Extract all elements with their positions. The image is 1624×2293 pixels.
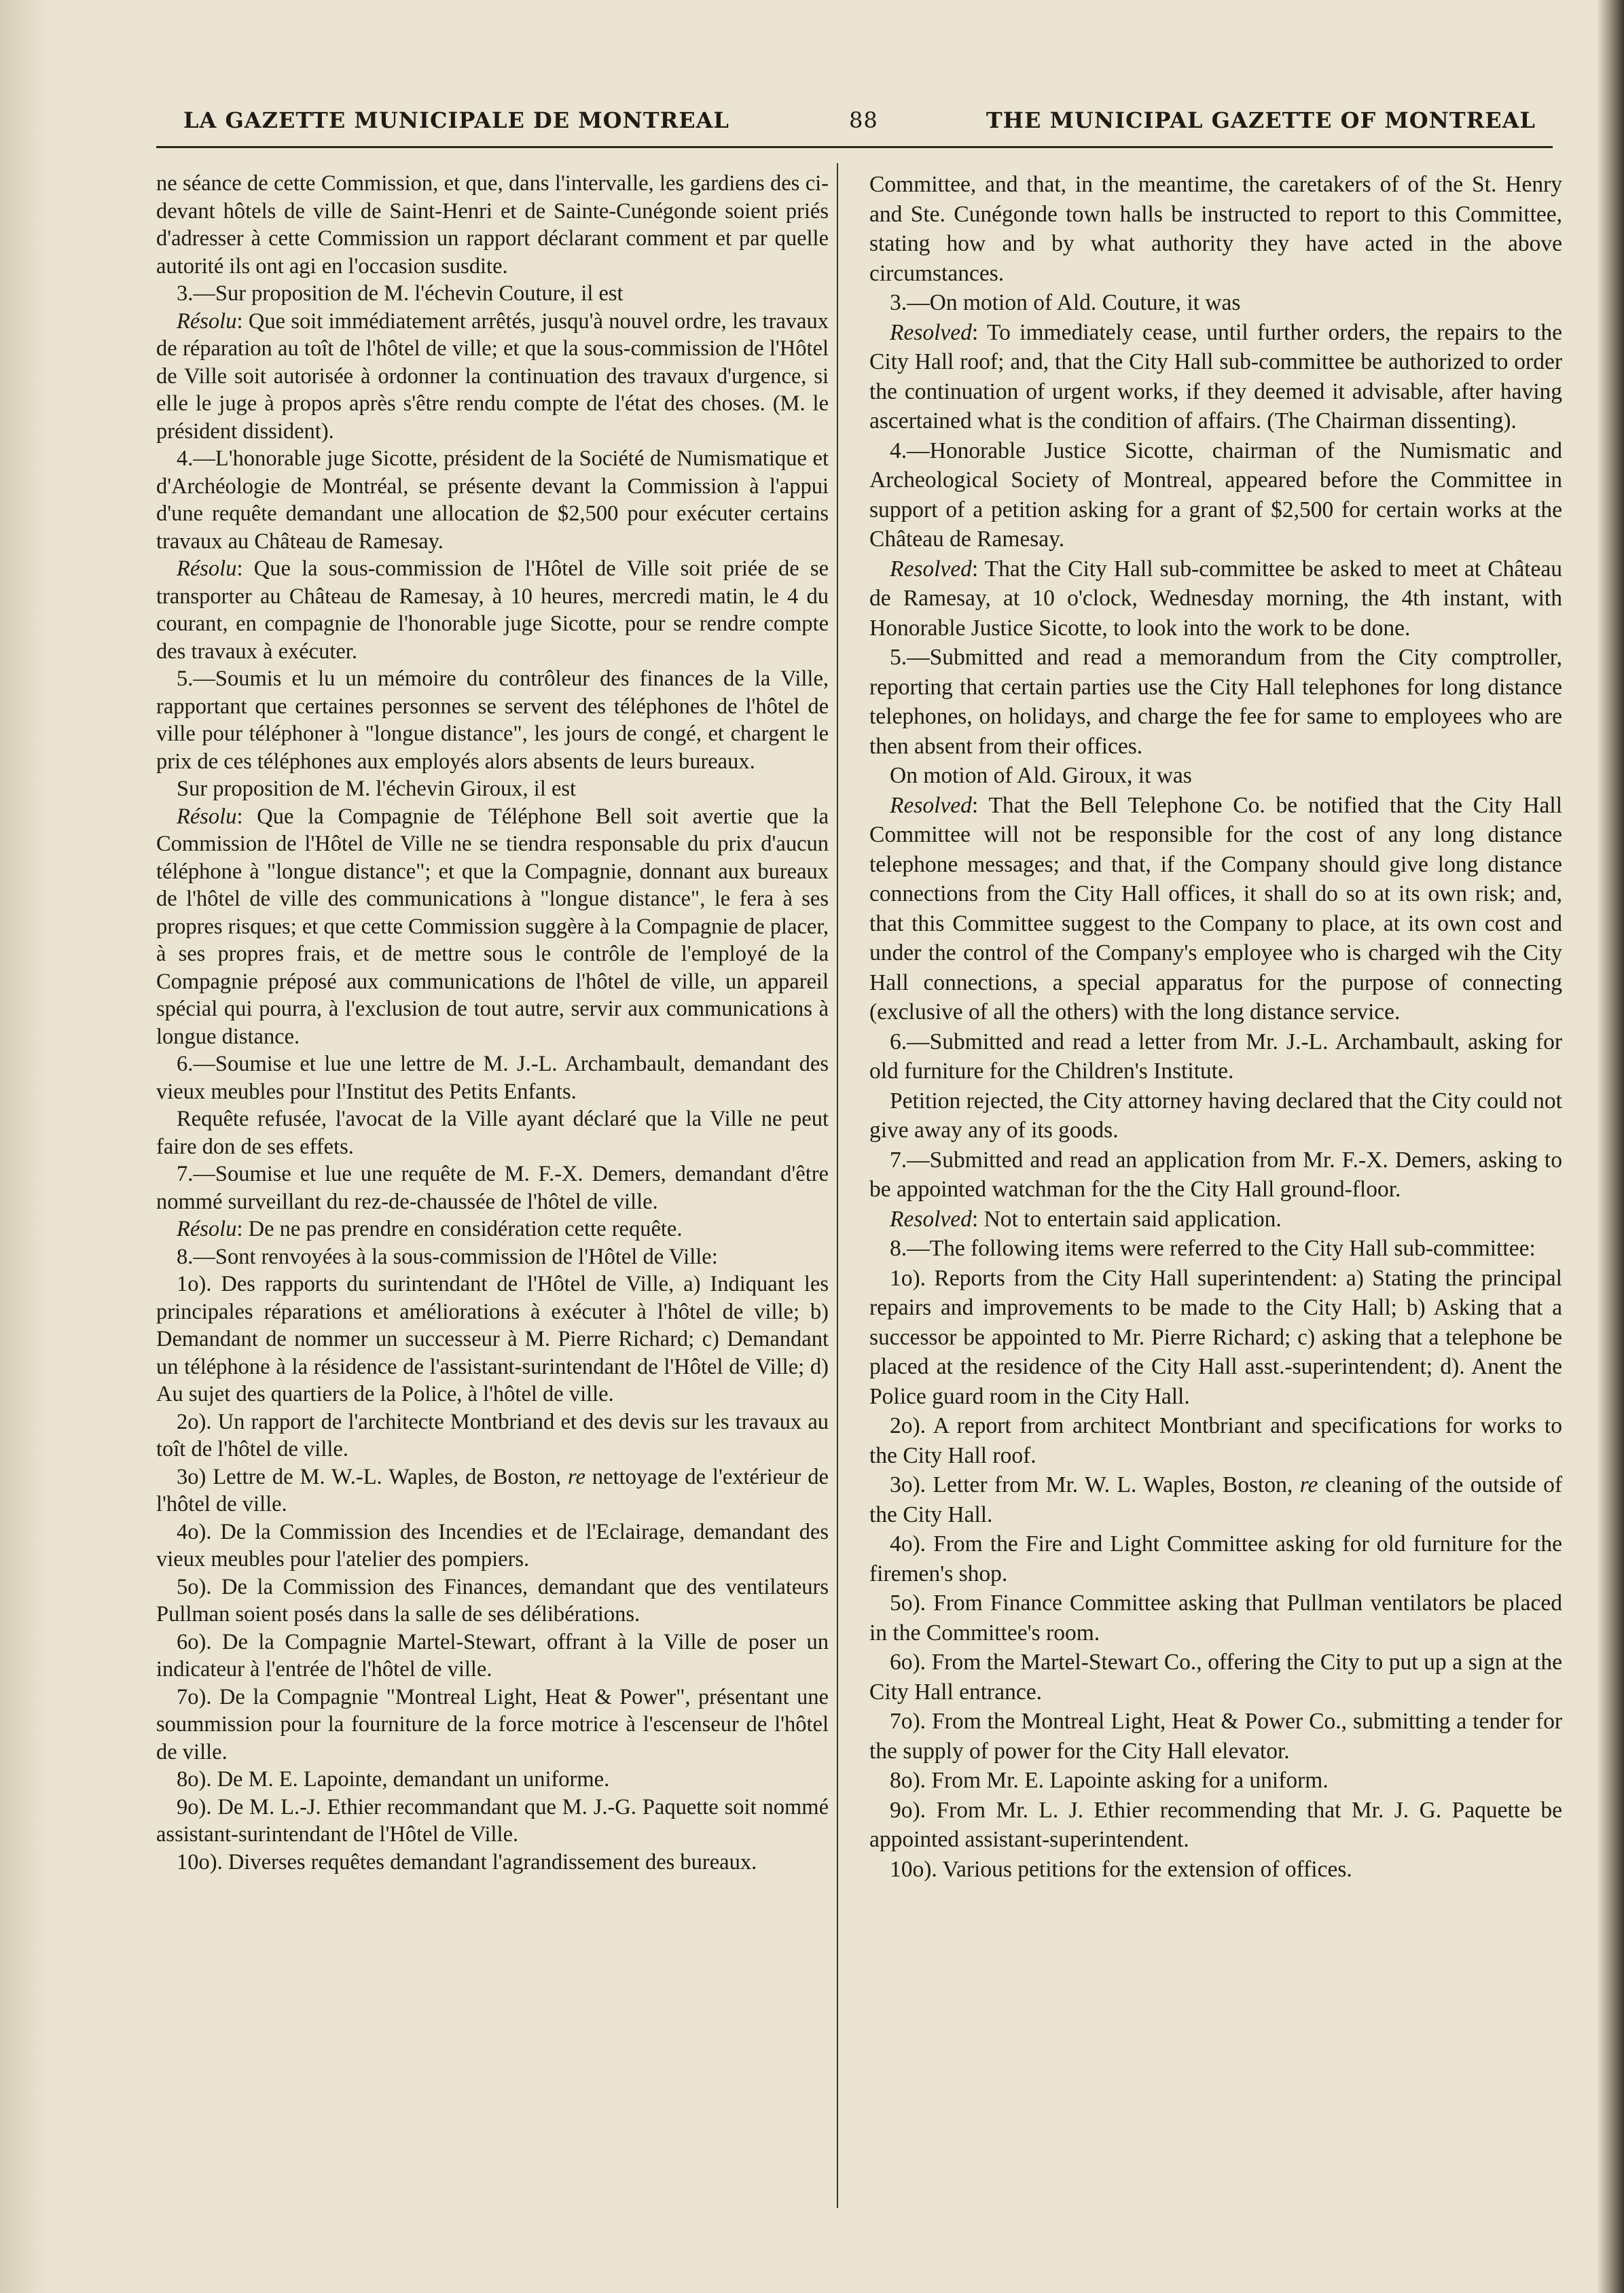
paragraph-text: 8o). From Mr. E. Lapointe asking for a uniform. bbox=[890, 1768, 1329, 1793]
english-paragraph bbox=[869, 1707, 1562, 1766]
english-paragraph bbox=[869, 1264, 1562, 1412]
paragraph-text: 4o). De la Commission des Incendies et de l'Eclairage, demandant des vieux meubles pour l'atelier des pompiers. bbox=[156, 1519, 829, 1571]
french-paragraph bbox=[156, 1684, 829, 1766]
english-paragraph bbox=[869, 554, 1562, 643]
french-column bbox=[156, 170, 829, 1876]
paragraph-text: 8o). De M. E. Lapointe, demandant un uniforme. bbox=[177, 1767, 610, 1792]
paragraph-text: : That the City Hall sub-committee be asked to meet at Château de Ramesay, at 10 o'clock, Wednesday morning, the 4th instant, with Honorable Justice Sicotte, to look into the work to be done. bbox=[869, 556, 1562, 641]
french-paragraph bbox=[156, 170, 829, 280]
french-paragraph bbox=[156, 1270, 829, 1408]
italic-lead: Résolu bbox=[177, 308, 237, 334]
french-paragraph bbox=[156, 1243, 829, 1271]
italic-lead: Resolved bbox=[890, 556, 972, 582]
paragraph-text: 6o). From the Martel-Stewart Co., offering the City to put up a sign at the City Hall entrance. bbox=[869, 1650, 1562, 1705]
paragraph-prefix: 3o) Lettre de M. W.-L. Waples, de Boston, bbox=[177, 1464, 569, 1489]
page-number: 88 bbox=[849, 107, 878, 133]
paragraph-text: cleaning of the outside of the City Hall. bbox=[869, 1472, 1562, 1527]
paragraph-text: : Que la Compagnie de Téléphone Bell soit avertie que la Commission de l'Hôtel de Ville ne se tiendra responsable du prix d'aucun téléphone à "longue distance"; et que la Compagnie, donnant aux bureaux de l'hôtel de ville des communications à "longue distance", le fera à ses propres risques; et que cette Commission suggère à la Compagnie de placer, à ses propres frais, et de mettre sous le contrôle de l'employé de la Compagnie préposé aux communications de l'hôtel de ville, un appareil spécial qui pourra, à l'exclusion de tout autre, servir aux communications à longue distance. bbox=[156, 804, 829, 1049]
english-paragraph bbox=[869, 1529, 1562, 1588]
english-paragraph bbox=[869, 1027, 1562, 1086]
english-paragraph bbox=[869, 1470, 1562, 1529]
paragraph-text: 3.—On motion of Ald. Couture, it was bbox=[890, 290, 1241, 315]
italic-lead: Résolu bbox=[177, 1217, 237, 1241]
english-paragraph bbox=[869, 643, 1562, 761]
paragraph-text: 5o). From Finance Committee asking that Pullman ventilators be placed in the Committee's room. bbox=[869, 1590, 1562, 1646]
paragraph-text: 7o). De la Compagnie "Montreal Light, Heat & Power", présentant une soummission pour la fourniture de la force motrice à l'escenseur de l'hôtel de ville. bbox=[156, 1684, 829, 1764]
english-paragraph bbox=[869, 1648, 1562, 1707]
english-paragraph bbox=[869, 318, 1562, 436]
paragraph-text: 5.—Submitted and read a memorandum from the City comptroller, reporting that certain parties use the City Hall telephones for long distance telephones, on holidays, and charge the fee for same to employees who are then absent from their offices. bbox=[869, 645, 1562, 759]
french-paragraph bbox=[156, 280, 829, 308]
french-paragraph bbox=[156, 1574, 829, 1629]
paragraph-text: 5o). De la Commission des Finances, demandant que des ventilateurs Pullman soient posés dans la salle de ses délibérations. bbox=[156, 1574, 829, 1627]
french-paragraph bbox=[156, 445, 829, 555]
french-paragraph bbox=[156, 1849, 829, 1877]
paragraph-text: 2o). A report from architect Montbriant and specifications for works to the City Hall roof. bbox=[869, 1413, 1562, 1468]
english-paragraph bbox=[869, 1766, 1562, 1796]
french-paragraph bbox=[156, 1794, 829, 1849]
paragraph-text: 10o). Various petitions for the extension of offices. bbox=[890, 1856, 1352, 1882]
page-edge-shadow-right bbox=[1597, 0, 1624, 2293]
paragraph-text: nettoyage de l'extérieur de l'hôtel de ville. bbox=[156, 1464, 829, 1516]
column-divider bbox=[837, 163, 838, 2208]
french-paragraph bbox=[156, 555, 829, 665]
english-paragraph bbox=[869, 1855, 1562, 1885]
paragraph-text: : To immediately cease, until further orders, the repairs to the City Hall roof; and, that the City Hall sub-committee be authorized to order the continuation of urgent works, if they deemed it advisable, after having ascertained what is the condition of affairs. (The Chairman dissenting). bbox=[869, 319, 1562, 433]
paragraph-text: 9o). De M. L.-J. Ethier recommandant que M. J.-G. Paquette soit nommé assistant-surintendant de l'Hôtel de Ville. bbox=[156, 1794, 829, 1847]
english-column bbox=[869, 170, 1562, 1884]
paragraph-text: : Not to entertain said application. bbox=[971, 1206, 1282, 1232]
italic-lead: Resolved bbox=[890, 1206, 972, 1232]
english-paragraph bbox=[869, 1145, 1562, 1205]
paragraph-text: 6o). De la Compagnie Martel-Stewart, offrant à la Ville de poser un indicateur à l'entrée de l'hôtel de ville. bbox=[156, 1629, 829, 1682]
english-paragraph bbox=[869, 791, 1562, 1027]
english-paragraph bbox=[869, 288, 1562, 318]
italic-lead: Resolved bbox=[890, 319, 972, 345]
paragraph-text: 8.—The following items were referred to the City Hall sub-committee: bbox=[890, 1236, 1536, 1261]
english-paragraph bbox=[869, 761, 1562, 791]
paragraph-text: 6.—Submitted and read a letter from Mr. J.-L. Archambault, asking for old furniture for the Children's Institute. bbox=[869, 1029, 1562, 1084]
french-paragraph bbox=[156, 1050, 829, 1105]
paragraph-text: : Que soit immédiatement arrêtés, jusqu'à nouvel ordre, les travaux de réparation au toît de l'hôtel de ville; et que la sous-commission de l'Hôtel de Ville soit autorisée à ordonner la continuation des travaux d'urgence, si elle le juge à propos après s'être rendu compte de l'état des choses. (M. le président dissident). bbox=[156, 308, 829, 444]
french-paragraph bbox=[156, 1160, 829, 1215]
english-paragraph bbox=[869, 170, 1562, 288]
paragraph-text: 1o). Des rapports du surintendant de l'Hôtel de Ville, a) Indiquant les principales réparations et améliorations à exécuter à l'hôtel de ville; b) Demandant de nommer un successeur à M. Pierre Richard; c) Demandant un téléphone à la résidence de l'assistant-surintendant de l'Hôtel de Ville; d) Au sujet des quartiers de la Police, à l'hôtel de ville. bbox=[156, 1272, 829, 1406]
header-rule bbox=[156, 146, 1553, 148]
french-paragraph bbox=[156, 1463, 829, 1518]
paragraph-text: Sur proposition de M. l'échevin Giroux, il est bbox=[177, 777, 577, 801]
paragraph-text: 10o). Diverses requêtes demandant l'agrandissement des bureaux. bbox=[177, 1849, 757, 1874]
french-paragraph bbox=[156, 1766, 829, 1794]
italic-lead: Résolu bbox=[177, 556, 237, 581]
french-paragraph bbox=[156, 665, 829, 775]
paragraph-text: 7.—Soumise et lue une requête de M. F.-X. Demers, demandant d'être nommé surveillant du rez-de-chaussée de l'hôtel de ville. bbox=[156, 1162, 829, 1214]
paragraph-text: 7.—Submitted and read an application from Mr. F.-X. Demers, asking to be appointed watchman for the the City Hall ground-floor. bbox=[869, 1147, 1562, 1202]
page-edge-shadow-left bbox=[0, 0, 48, 2293]
french-paragraph bbox=[156, 1408, 829, 1463]
french-paragraph bbox=[156, 1215, 829, 1243]
paragraph-text: : That the Bell Telephone Co. be notified that the City Hall Committee will not be responsible for the cost of any long distance telephone messages; and that, if the Company should give long distance connections from the City Hall offices, it shall do so at its own risk; and, that this Committee suggest to the Company to place, at its own cost and under the control of the Company's employee who is charged wih the City Hall connections, a special apparatus for the purpose of connecting (exclusive of all the others) with the long distance service. bbox=[869, 792, 1562, 1025]
paragraph-text: 4.—Honorable Justice Sicotte, chairman of the Numismatic and Archeological Society of Montreal, appeared before the Committee in support of a petition asking for a grant of $2,500 for certain works at the Château de Ramesay. bbox=[869, 438, 1562, 552]
english-paragraph bbox=[869, 1234, 1562, 1264]
paragraph-text: 5.—Soumis et lu un mémoire du contrôleur des finances de la Ville, rapportant que certaines personnes se servent des téléphones de l'hôtel de ville pour téléphoner à "longue distance", les jours de congé, et chargent le prix de ces téléphones aux employés alors absents de leurs bureaux. bbox=[156, 666, 829, 774]
paragraph-text: 7o). From the Montreal Light, Heat & Power Co., submitting a tender for the supply of power for the City Hall elevator. bbox=[869, 1709, 1562, 1764]
paragraph-text: Requête refusée, l'avocat de la Ville ayant déclaré que la Ville ne peut faire don de ses effets. bbox=[156, 1107, 829, 1159]
paragraph-text: : De ne pas prendre en considération cette requête. bbox=[236, 1217, 683, 1241]
paragraph-text: 8.—Sont renvoyées à la sous-commission de l'Hôtel de Ville: bbox=[177, 1244, 718, 1269]
paragraph-text: 9o). From Mr. L. J. Ethier recommending that Mr. J. G. Paquette be appointed assistant-superintendent. bbox=[869, 1797, 1562, 1852]
paragraph-text: 2o). Un rapport de l'architecte Montbriand et des devis sur les travaux au toît de l'hôtel de ville. bbox=[156, 1409, 829, 1461]
italic-lead: Résolu bbox=[177, 804, 237, 829]
paragraph-text: 6.—Soumise et lue une lettre de M. J.-L. Archambault, demandant des vieux meubles pour l'Institut des Petits Enfants. bbox=[156, 1052, 829, 1104]
paragraph-text: 4.—L'honorable juge Sicotte, président de la Société de Numismatique et d'Archéologie de Montréal, se présente devant la Commission à l'appui d'une requête demandant une allocation de $2,500 pour exécuter certains travaux au Château de Ramesay. bbox=[156, 446, 829, 554]
page-header bbox=[136, 102, 1549, 143]
french-paragraph bbox=[156, 1629, 829, 1684]
paragraph-text: 1o). Reports from the City Hall superintendent: a) Stating the principal repairs and improvements to be made to the City Hall; b) Asking that a successor be appointed to Mr. Pierre Richard; c) asking that a telephone be placed at the residence of the City Hall asst.-superintendent; d). Anent the Police guard room in the City Hall. bbox=[869, 1265, 1562, 1409]
paragraph-text: ne séance de cette Commission, et que, dans l'intervalle, les gardiens des ci-devant hôtels de ville de Saint-Henri et de Sainte-Cunégonde soient priés d'adresser à cette Commission un rapport déclarant comment et par quelle autorité ils ont agi en l'occasion susdite. bbox=[156, 171, 829, 279]
header-english-title: THE MUNICIPAL GAZETTE OF MONTREAL bbox=[986, 107, 1536, 133]
french-paragraph bbox=[156, 1105, 829, 1160]
paragraph-text: On motion of Ald. Giroux, it was bbox=[890, 763, 1192, 788]
english-paragraph bbox=[869, 1411, 1562, 1470]
english-paragraph bbox=[869, 1205, 1562, 1234]
english-paragraph bbox=[869, 1086, 1562, 1145]
paragraph-text: Committee, and that, in the meantime, the caretakers of of the St. Henry and Ste. Cunégonde town halls be instructed to report to this Committee, stating how and by what authority they have acted in the above circumstances. bbox=[869, 172, 1562, 286]
english-paragraph bbox=[869, 1588, 1562, 1648]
paragraph-text: Petition rejected, the City attorney having declared that the City could not give away any of its goods. bbox=[869, 1088, 1562, 1143]
paragraph-text: : Que la sous-commission de l'Hôtel de Ville soit priée de se transporter au Château de Ramesay, à 10 heures, mercredi matin, le 4 du courant, en compagnie de l'honorable juge Sicotte, pour se rendre compte des travaux à exécuter. bbox=[156, 556, 829, 664]
paragraph-text: 4o). From the Fire and Light Committee asking for old furniture for the firemen's shop. bbox=[869, 1531, 1562, 1586]
french-paragraph bbox=[156, 1518, 829, 1574]
french-paragraph bbox=[156, 803, 829, 1051]
italic-lead: re bbox=[568, 1464, 585, 1489]
header-french-title: LA GAZETTE MUNICIPALE DE MONTREAL bbox=[183, 107, 729, 133]
french-paragraph bbox=[156, 308, 829, 446]
french-paragraph bbox=[156, 775, 829, 803]
paragraph-prefix: 3o). Letter from Mr. W. L. Waples, Boston, bbox=[890, 1472, 1300, 1497]
italic-lead: Resolved bbox=[890, 792, 972, 818]
paragraph-text: 3.—Sur proposition de M. l'échevin Couture, il est bbox=[177, 281, 624, 306]
english-paragraph bbox=[869, 1796, 1562, 1855]
english-paragraph bbox=[869, 436, 1562, 554]
italic-lead: re bbox=[1299, 1472, 1318, 1497]
